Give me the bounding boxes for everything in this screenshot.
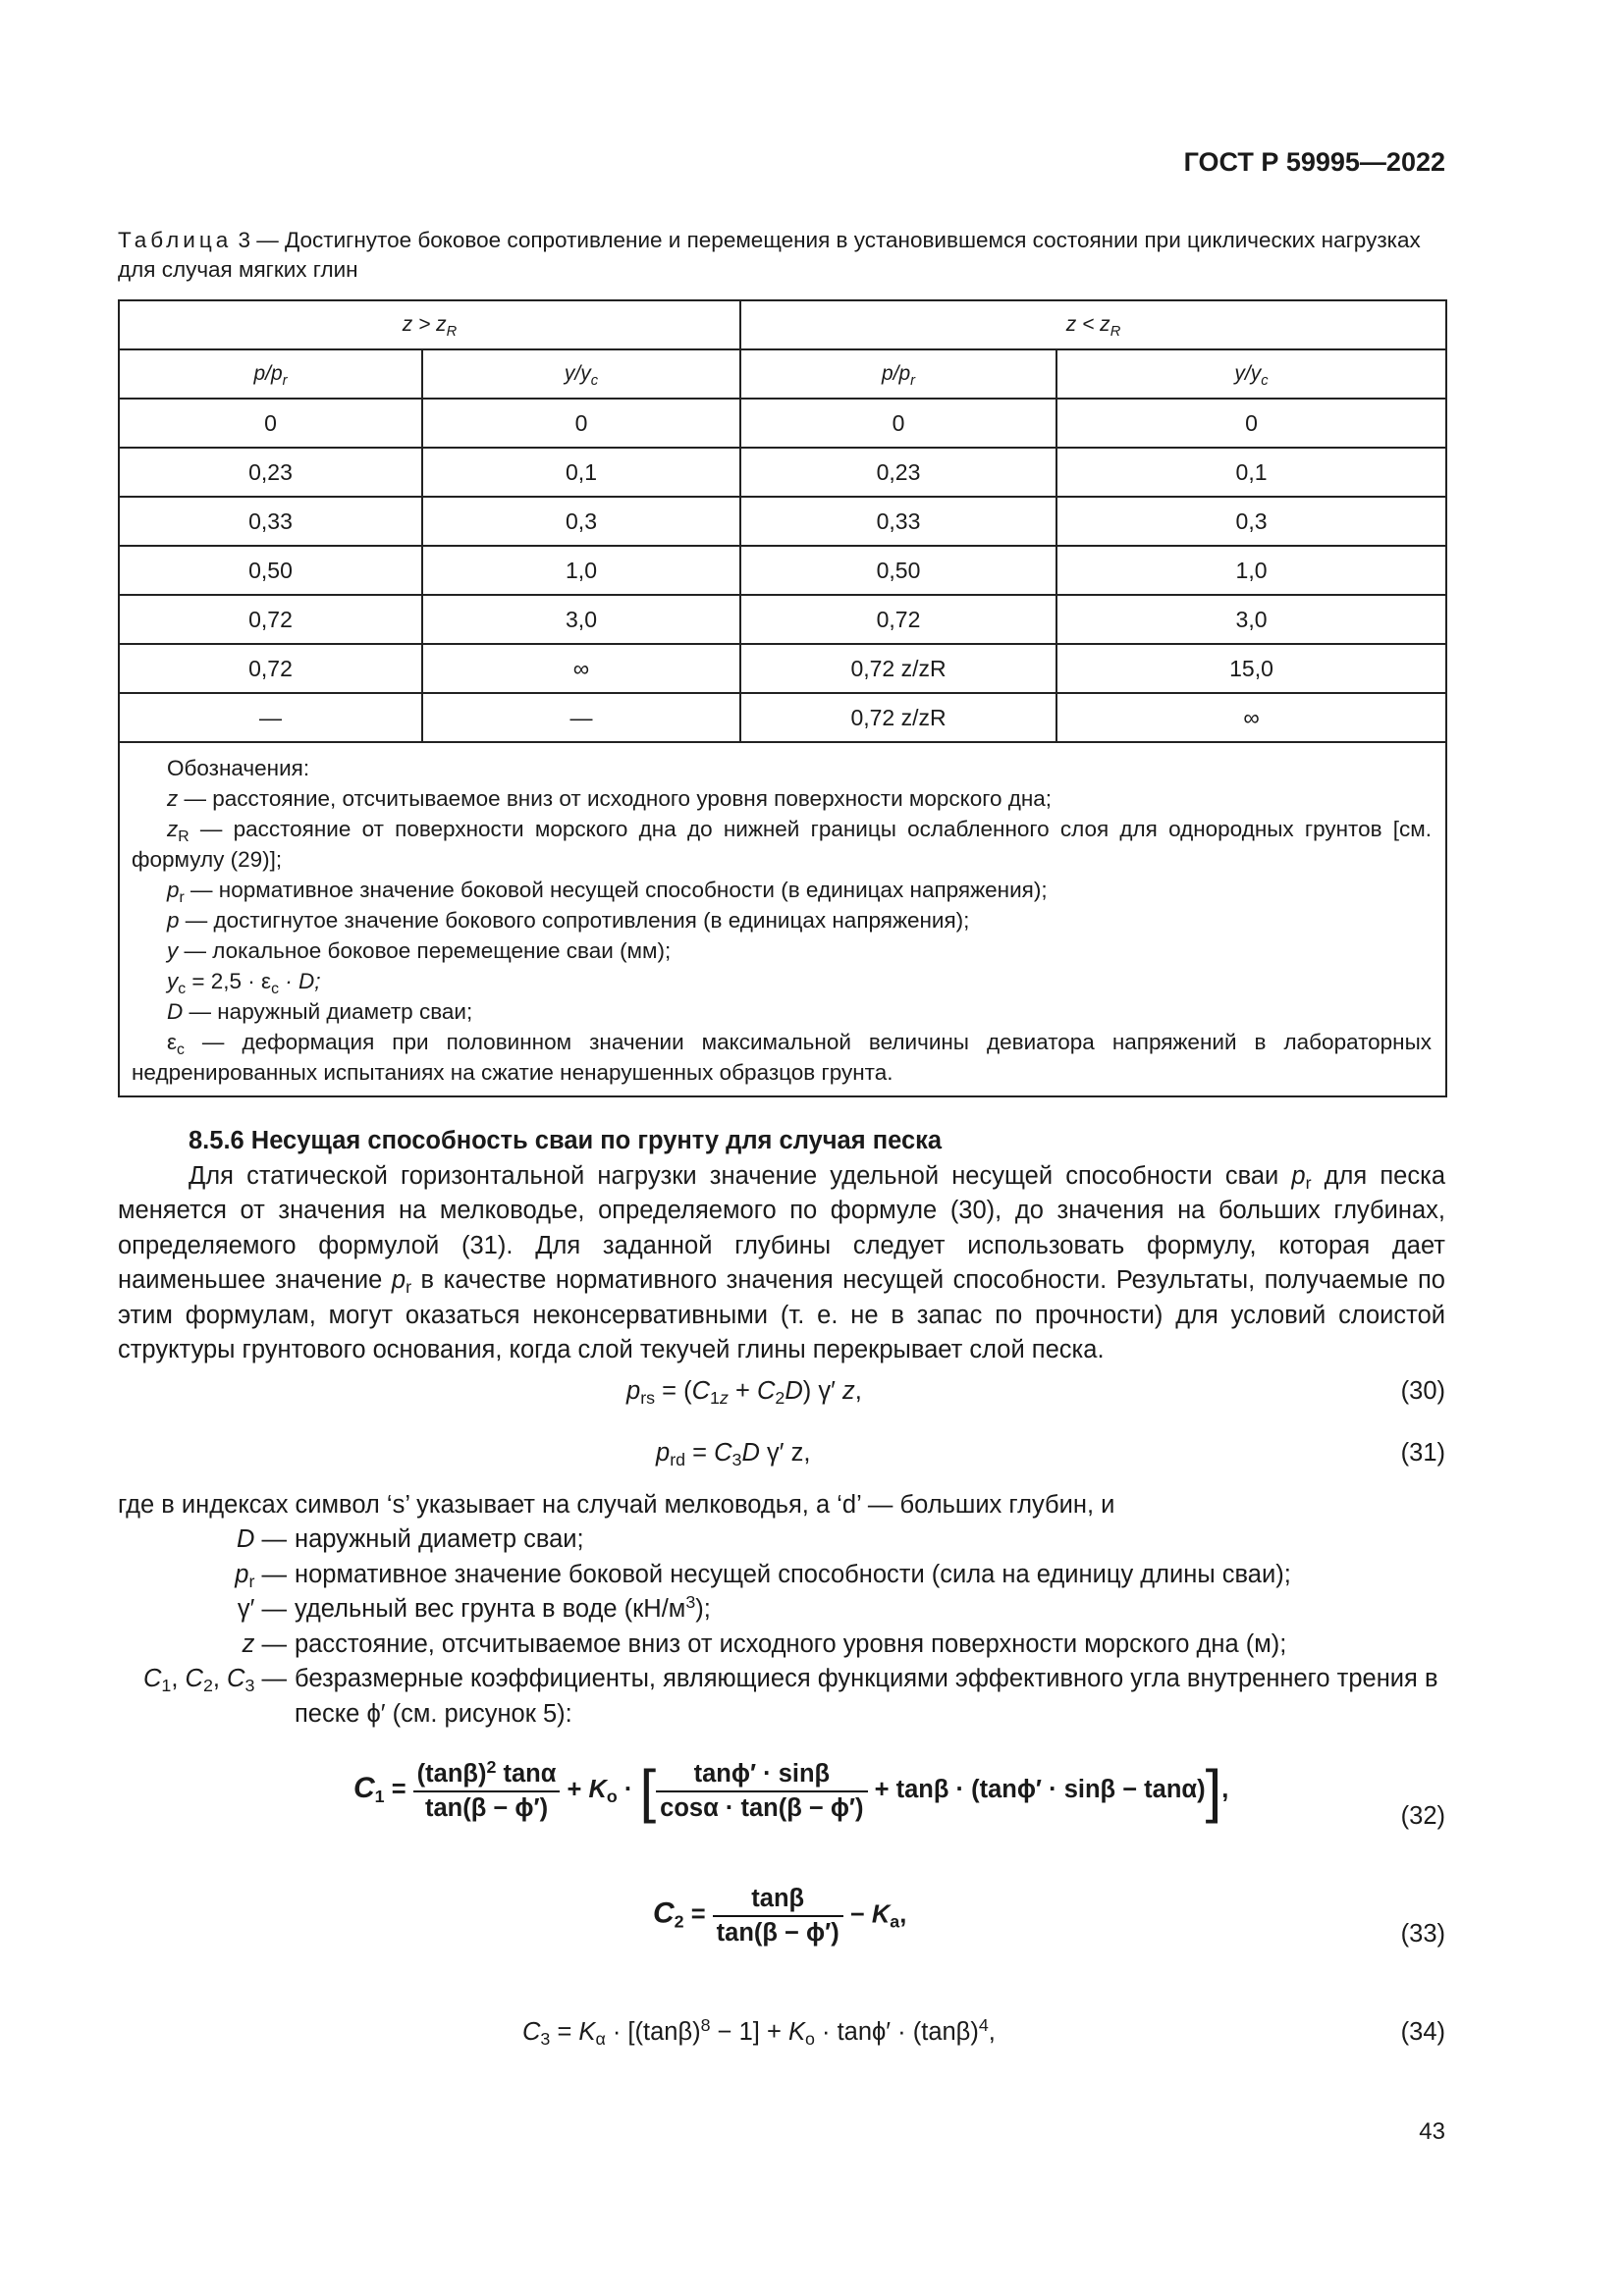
equation-number: (32): [1400, 1802, 1445, 1830]
page-number: 43: [1419, 2118, 1445, 2145]
table-cell: ∞: [1056, 693, 1446, 742]
table-3: [118, 299, 1447, 1097]
equation-30: [118, 1374, 1445, 1418]
note-yc: $y_c = 2,5 \cdot \varepsilon_c \cdot D$;: [167, 969, 321, 997]
formula-31: $p_{rd} = C_3D$ γ′ z,: [656, 1438, 811, 1469]
table-cell: 0,3: [1056, 497, 1446, 546]
header-y-yc: $y/y_c$: [422, 349, 740, 399]
note-y: y — локальное боковое перемещение сваи (мм);: [167, 938, 672, 963]
header-p-pr: $p/p_r$: [119, 349, 422, 399]
table-notes: [119, 742, 1446, 1096]
table-cell: 0,50: [740, 546, 1056, 595]
note-p: p — достигнутое значение бокового сопротивления (в единицах напряжения);: [167, 908, 970, 933]
note-pr: $p_r$ — нормативное значение боковой несущей способности (в единицах напряжения);: [167, 878, 1048, 906]
table-cell: 0,72: [740, 595, 1056, 644]
section-paragraph: Для статической горизонтальной нагрузки значение удельной несущей способности сваи $p_r$ для песка меняется от значения на мелководье, определяемого по формуле (30), до значения на больших глубинах, определяемого формулой (31). Для заданной глубины следует использовать формулу, которая дает наименьшее значение $p_r$ в качестве нормативного значения несущей способности. Результаты, получаемые по этим формулам, могут оказаться неконсервативными (т. е. не в запас по прочности) для условий слоистой структуры грунтового основания, когда слой текучей глины перекрывает слой песка.: [118, 1161, 1446, 1363]
formula-34: $C_3 = K_\alpha \cdot [(\tan\beta)^8 - 1] + K_o \cdot \tan\phi' \cdot (\tan\beta)^4$,: [522, 2015, 996, 2049]
equation-number: (34): [1400, 2018, 1445, 2046]
table-cell: 0,50: [119, 546, 422, 595]
table-cell: 0,33: [740, 497, 1056, 546]
table-cell: 1,0: [1056, 546, 1446, 595]
table-row: [119, 497, 1446, 546]
group-z-greater: $z > z_R$: [119, 300, 740, 349]
table-caption: [118, 226, 1445, 285]
table-row: [119, 595, 1446, 644]
section-title: 8.5.6 Несущая способность сваи по грунту для случая песка: [189, 1127, 943, 1154]
where-line: где в индексах символ ‘s’ указывает на случай мелководья, а ‘d’ — больших глубин, и: [118, 1490, 1115, 1519]
table-cell: —: [422, 693, 740, 742]
def-pr: $p_r$ — нормативное значение боковой несущей способности (сила на единицу длины сваи);: [235, 1560, 1291, 1591]
equation-number: (30): [1400, 1376, 1445, 1405]
group-z-less: $z < z_R$: [740, 300, 1446, 349]
header-y-yc: $y/y_c$: [1056, 349, 1446, 399]
table-row: [119, 399, 1446, 448]
table-cell: 0,1: [1056, 448, 1446, 497]
table-cell: 0,33: [119, 497, 422, 546]
table-row: [119, 448, 1446, 497]
table-group-header: [119, 300, 1446, 349]
note-z: z — расстояние, отсчитываемое вниз от исходного уровня поверхности морского дна;: [167, 786, 1053, 811]
table-cell: 0: [740, 399, 1056, 448]
document-id: ГОСТ Р 59995—2022: [1183, 147, 1445, 177]
definitions: [118, 1522, 1445, 1732]
table-cell: 0,72: [119, 644, 422, 693]
formula-32: $C_1$ = $\frac{(\tan\beta)^2 \tan\alpha}{\tan(\beta - \phi')}$ + $K_o$ · [ $\frac{\tan\phi' \cdot \sin\beta}{\cos\alpha \cdot \tan(\beta - \phi')}$ + tanβ · (tanϕ′ · sinβ − tanα)],: [353, 1756, 1229, 1824]
caption-text: 3 — Достигнутое боковое сопротивление и перемещения в установившемся состоянии при циклических нагрузках для случая мягких глин: [118, 228, 1421, 282]
equation-number: (33): [1400, 1920, 1445, 1948]
equation-number: (31): [1400, 1438, 1445, 1467]
table-cell: 0,1: [422, 448, 740, 497]
note-d: D — наружный диаметр сваи;: [167, 999, 473, 1024]
table-cell: 3,0: [422, 595, 740, 644]
table-cell: 0: [119, 399, 422, 448]
table-cell: 0,72 z/zR: [740, 644, 1056, 693]
note-ec: $\varepsilon_c$ — деформация при половинном значении максимальной величины девиатора напряжений в лабораторных недренированных испытаниях на сжатие ненарушенных образцов грунта.: [132, 1030, 1433, 1085]
table-cell: —: [119, 693, 422, 742]
def-gamma: γ′ — удельный вес грунта в воде $(кН/м^3)$;: [237, 1592, 711, 1623]
def-d: D — наружный диаметр сваи;: [236, 1525, 584, 1553]
header-p-pr: $p/p_r$: [740, 349, 1056, 399]
def-z: z — расстояние, отсчитываемое вниз от исходного уровня поверхности морского дна (м);: [242, 1629, 1287, 1658]
caption-label: Таблица: [118, 228, 233, 252]
table-cell: 0,3: [422, 497, 740, 546]
table-cell: 3,0: [1056, 595, 1446, 644]
equation-31: [118, 1436, 1445, 1480]
table-cell: 1,0: [422, 546, 740, 595]
table-row: [119, 546, 1446, 595]
table-cell: 0: [422, 399, 740, 448]
table-row: [119, 693, 1446, 742]
table-cell: 0: [1056, 399, 1446, 448]
table-row: [119, 644, 1446, 693]
formula-30: $p_{rs} = (C_{1z} + C_2D)$ γ′ z,: [626, 1376, 862, 1408]
table-cell: 0,72 z/zR: [740, 693, 1056, 742]
table-cell: 0,72: [119, 595, 422, 644]
table-cell: 0,23: [119, 448, 422, 497]
note-zr: $z_R$ — расстояние от поверхности морского дна до нижней границы ослабленного слоя для однородных грунтов [см. формулу (29)];: [132, 817, 1433, 872]
def-c: $C_1$, $C_2$, $C_3$ — безразмерные коэффициенты, являющиеся функциями эффективного угла внутреннего трения в песке ϕ′ (см. рисунок 5):: [142, 1665, 1438, 1728]
table-column-header: [119, 349, 1446, 399]
table-cell: 0,23: [740, 448, 1056, 497]
table-cell: 15,0: [1056, 644, 1446, 693]
table-notes-row: [119, 742, 1446, 1096]
section-body: [118, 1124, 1445, 1732]
formula-33: $C_2$ = $\frac{\tan\beta}{\tan(\beta - \phi')}$ − $K_a$,: [653, 1885, 907, 1947]
notes-title: Обозначения:: [167, 756, 310, 780]
table-cell: ∞: [422, 644, 740, 693]
